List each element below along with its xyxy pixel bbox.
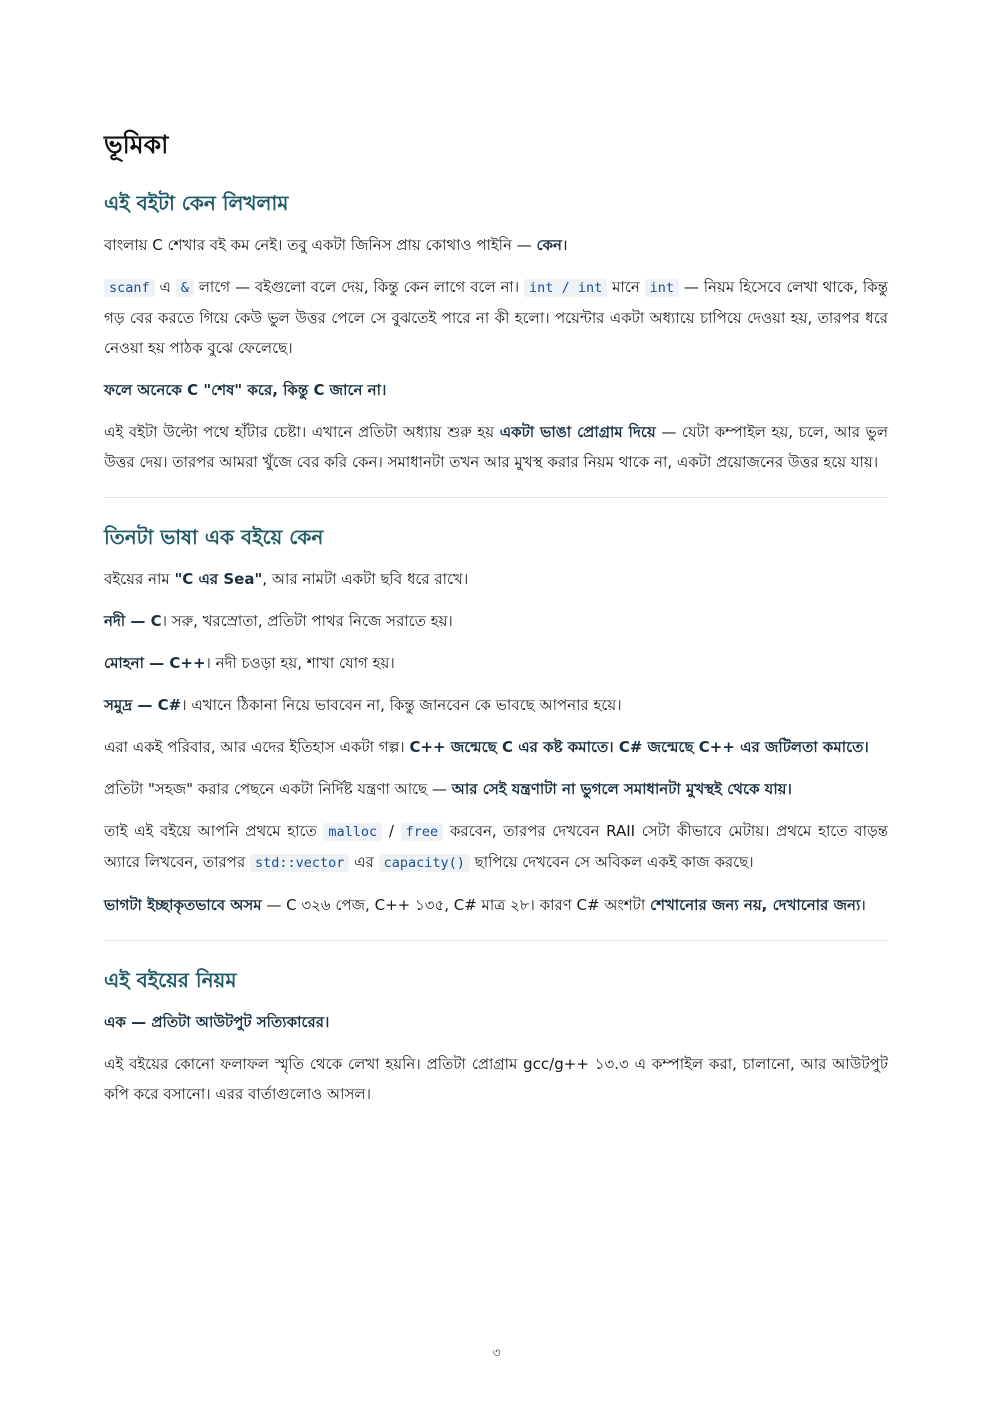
text: করবেন, তারপর দেখবেন RAII সেটা কীভাবে মেটায়। প্রথমে হাতে বাড়ন্ত অ্যারে লিখবেন, তারপর: [104, 822, 889, 871]
section-heading: তিনটা ভাষা এক বইয়ে কেন: [104, 525, 324, 549]
section-heading: এই বইয়ের নিয়ম: [104, 968, 237, 992]
text: বইয়ের নাম: [104, 570, 175, 588]
text: এরা একই পরিবার, আর এদের ইতিহাস একটা গল্প।: [104, 738, 410, 756]
paragraph: [104, 272, 888, 363]
section-heading: এই বইটা কেন লিখলাম: [104, 191, 289, 215]
inline-code: int: [645, 279, 679, 297]
page-title: ভূমিকা: [104, 130, 169, 159]
emphasis: সমুদ্র — C#: [104, 696, 182, 714]
emphasis: নদী — C: [104, 612, 162, 630]
emphasis: আর সেই যন্ত্রণাটা না ভুগলে সমাধানটা মুখস্থই থেকে যায়।: [451, 780, 792, 798]
emphasis: শেখানোর জন্য নয়, দেখানোর জন্য: [649, 896, 861, 914]
text: এ: [154, 278, 176, 296]
emphasis: "C এর Sea": [174, 570, 263, 588]
inline-code: malloc: [323, 823, 382, 841]
inline-code: std::vector: [250, 854, 349, 872]
paragraph: [104, 890, 888, 920]
paragraph-sea: [104, 690, 888, 720]
paragraph: [104, 230, 888, 260]
paragraph: [104, 774, 888, 804]
paragraph: এই বইয়ের কোনো ফলাফল স্মৃতি থেকে লেখা হয়নি। প্রতিটা প্রোগ্রাম gcc/g++ ১৩.৩ এ কম্পাইল করা, চালানো, আর আউটপুট কপি করে বসানো। এরর বার্তাগুলোও আসল।: [104, 1055, 888, 1103]
text: /: [382, 822, 401, 840]
inline-code: free: [401, 823, 444, 841]
paragraph-river: [104, 606, 888, 636]
text: বাংলায় C শেখার বই কম নেই। তবু একটা জিনিস প্রায় কোথাও পাইনি —: [104, 236, 537, 254]
emphasis: মোহনা — C++: [104, 654, 206, 672]
section-three-languages: [104, 524, 888, 920]
inline-code: capacity(): [379, 854, 470, 872]
rule-heading: এক — প্রতিটা আউটপুট সত্যিকারের।: [104, 1013, 330, 1031]
text: — যেটা কম্পাইল হয়, চলে, আর ভুল উত্তর দেয়। তারপর আমরা খুঁজে বের করি কেন। সমাধানটা তখন আর মুখস্থ করার নিয়ম থাকে না, একটা প্রয়োজনের উত্তর হয়ে যায়।: [104, 423, 889, 471]
text: । সরু, খরস্রোতা, প্রতিটা পাথর নিজে সরাতে হয়।: [161, 612, 453, 630]
text: ।: [562, 236, 568, 254]
paragraph-estuary: [104, 648, 888, 678]
paragraph: [104, 816, 888, 878]
inline-code: int / int: [524, 279, 607, 297]
text: লাগে — বইগুলো বলে দেয়, কিন্তু কেন লাগে বলে না।: [193, 278, 524, 296]
section-divider: [104, 497, 888, 498]
text: । এখানে ঠিকানা নিয়ে ভাববেন না, কিন্তু জানবেন কে ভাবছে আপনার হয়ে।: [181, 696, 622, 714]
paragraph: [104, 732, 888, 762]
paragraph: [104, 417, 888, 477]
text: তাই এই বইয়ে আপনি প্রথমে হাতে: [104, 822, 324, 840]
text: এই বইটা উল্টো পথে হাঁটার চেষ্টা। এখানে প্রতিটা অধ্যায় শুরু হয়: [104, 423, 500, 441]
page-content: [104, 130, 888, 1121]
emphasis: C++ জন্মেছে C এর কষ্ট কমাতে। C# জন্মেছে C++ এর জটিলতা কমাতে।: [409, 738, 869, 756]
text: মানে: [607, 278, 645, 296]
text: প্রতিটা "সহজ" করার পেছনে একটা নির্দিষ্ট যন্ত্রণা আছে —: [104, 780, 452, 798]
text: । নদী চওড়া হয়, শাখা যোগ হয়।: [205, 654, 395, 672]
text: এর: [349, 853, 379, 871]
bold-statement: ফলে অনেকে C "শেষ" করে, কিন্তু C জানে না।: [104, 381, 387, 399]
paragraph: [104, 564, 888, 594]
text: ছাপিয়ে দেখবেন সে অবিকল একই কাজ করছে।: [469, 853, 754, 871]
section-divider: [104, 940, 888, 941]
emphasis: ভাগটা ইচ্ছাকৃতভাবে অসম: [104, 896, 262, 914]
text: — নিয়ম হিসেবে লেখা থাকে, কিন্তু গড় বের করতে গিয়ে কেউ ভুল উত্তর পেলে সে বুঝতেই পারে না কী হলো। পয়েন্টার একটা অধ্যায়ে চাপিয়ে দেওয়া হয়, তারপর ধরে নেওয়া হয় পাঠক বুঝে ফেলেছে।: [104, 278, 888, 357]
text: — C ৩২৬ পেজ, C++ ১৩৫, C# মাত্র ২৮। কারণ C# অংশটা: [261, 896, 650, 914]
section-rules: [104, 967, 888, 1109]
section-why-written: [104, 190, 888, 477]
inline-code: &: [176, 279, 194, 297]
emphasis: কেন: [536, 236, 563, 254]
text: , আর নামটা একটা ছবি ধরে রাখে।: [262, 570, 469, 588]
page-number: ৩: [492, 1346, 501, 1361]
inline-code: scanf: [104, 279, 155, 297]
emphasis: একটা ভাঙা প্রোগ্রাম দিয়ে: [499, 423, 656, 441]
text: ।: [860, 896, 866, 914]
